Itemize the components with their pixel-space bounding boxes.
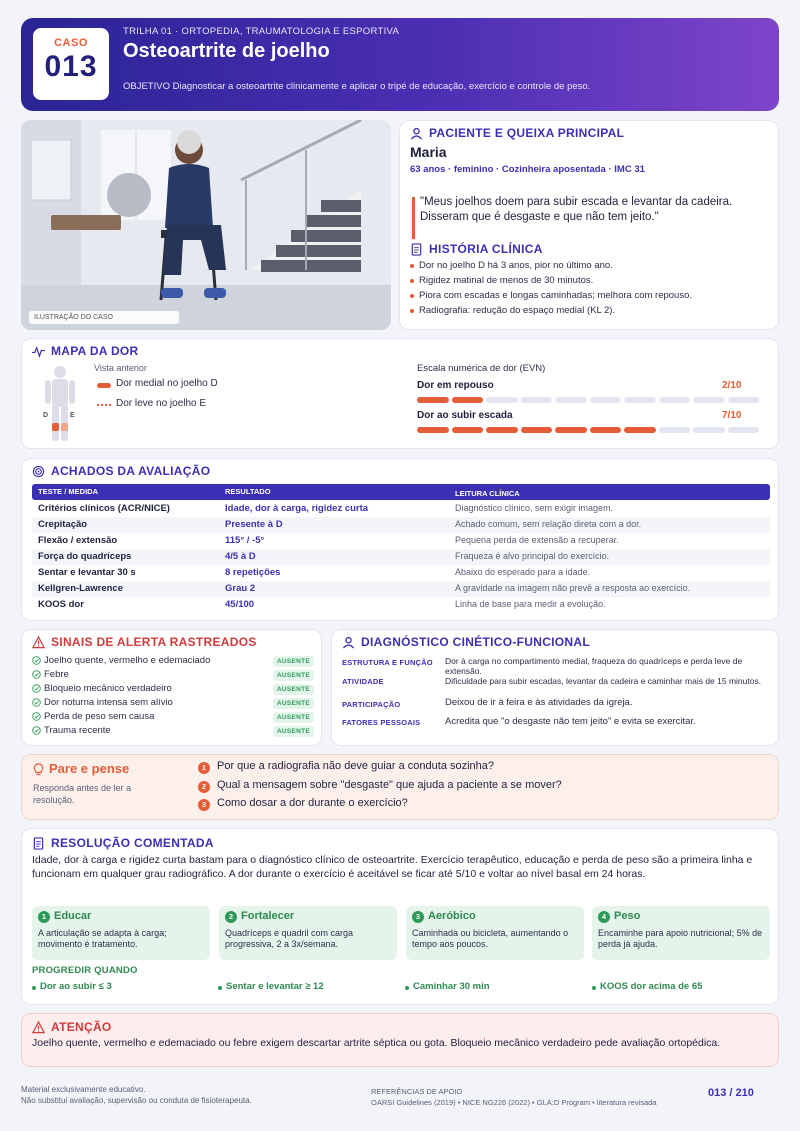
stairs-value: 7/10: [722, 410, 742, 421]
icf-participation-text: Deixou de ir à feira e às atividades da igreja.: [445, 697, 633, 708]
attention-label: ATENÇÃO: [51, 1020, 112, 1034]
red-flag-label: Dor noturna intensa sem alívio: [44, 697, 173, 708]
red-flag-item: [32, 655, 314, 669]
icf-activity-text: Dificuldade para subir escadas, levantar da cadeira e caminhar mais de 15 minutos.: [445, 676, 762, 686]
patient-illustration: [21, 120, 391, 330]
pain-scale-segment: [693, 427, 725, 433]
progress-title: PROGREDIR QUANDO: [32, 965, 138, 976]
step-title: Aeróbico: [428, 910, 476, 922]
step-title: Fortalecer: [241, 910, 295, 922]
finding-reading: A gravidade na imagem não prevê a resposta ao exercício.: [455, 583, 691, 593]
case-header: [21, 18, 779, 111]
pain-scale-segment: [486, 397, 518, 403]
legend-mild-label: Dor leve no joelho E: [116, 398, 207, 409]
history-item: Rigidez matinal de menos de 30 minutos.: [410, 273, 770, 288]
status-badge: AUSENTE: [273, 656, 314, 667]
progress-criterion: Dor ao subir ≤ 3: [32, 981, 112, 992]
step-number: 2: [225, 911, 237, 923]
document-icon: [32, 837, 45, 850]
patient-card: [399, 120, 779, 330]
red-flag-label: Trauma recente: [44, 725, 111, 736]
step-number: 3: [412, 911, 424, 923]
check-circle-icon: [32, 698, 41, 707]
icf-personal-label: FATORES PESSOAIS: [342, 718, 421, 727]
step-text: Quadríceps e quadril com carga progressiva, 2 a 3x/semana.: [225, 928, 354, 949]
trail-label: TRILHA 01 · ORTOPEDIA, TRAUMATOLOGIA E ESPORTIVA: [123, 26, 400, 37]
check-circle-icon: [32, 684, 41, 693]
pain-scale-segment: [728, 397, 760, 403]
rest-pain-bar: [417, 397, 759, 403]
disclaimer-line: Material exclusivamente educativo.: [21, 1085, 146, 1094]
pain-scale-segment: [693, 397, 725, 403]
body-figure-icon: [42, 365, 78, 445]
finding-test: Sentar e levantar 30 s: [38, 567, 136, 578]
finding-result: Grau 2: [225, 583, 256, 594]
stairs-label: Dor ao subir escada: [417, 410, 513, 421]
table-row: [32, 597, 770, 613]
patient-name: Maria: [410, 144, 447, 160]
think-subtitle: Responda antes de ler a resolução.: [33, 783, 132, 805]
view-label: Vista anterior: [94, 363, 147, 373]
objective-text: OBJETIVO Diagnosticar a osteoartrite clinicamente e aplicar o tripé de educação, exercício e controle de peso.: [123, 81, 591, 92]
red-flag-label: Joelho quente, vermelho e edemaciado: [44, 655, 211, 666]
document-icon: [410, 243, 423, 256]
page-title: Osteoartrite de joelho: [123, 40, 330, 62]
question-number: 3: [198, 799, 210, 811]
pain-scale-segment: [590, 397, 622, 403]
red-flag-item: [32, 725, 314, 739]
table-row: [32, 565, 770, 581]
history-item: Piora com escadas e longas caminhadas; melhora com repouso.: [410, 288, 770, 303]
rest-value: 2/10: [722, 380, 742, 391]
resolution-text: Idade, dor à carga e rigidez curta bastam para o diagnóstico clínico de osteoartrite. Exercício terapêutico, educação e perda de peso são a primeira linha e funcionam em qualquer grau radiográfico. A dor durante o exercício é aceitável se ficar até 5/10 e voltar ao nível basal em 24 horas.: [32, 854, 753, 880]
pain-scale-segment: [624, 397, 656, 403]
pain-scale-segment: [555, 427, 587, 433]
col-reading: LEITURA CLÍNICA: [455, 489, 520, 498]
table-row: [32, 517, 770, 533]
history-title: HISTÓRIA CLÍNICA: [429, 242, 543, 256]
user-icon: [342, 636, 355, 649]
attention-card: [21, 1013, 779, 1067]
step-text: Encaminhe para apoio nutricional; 5% de perda já ajuda.: [598, 928, 763, 949]
attention-title: [32, 1020, 112, 1034]
question-1: Por que a radiografia não deve guiar a conduta sozinha?: [217, 760, 495, 772]
finding-test: KOOS dor: [38, 599, 84, 610]
pain-scale-segment: [417, 427, 449, 433]
pain-scale-segment: [452, 397, 484, 403]
case-number: 013: [44, 50, 98, 83]
red-flag-label: Bloqueio mecânico verdadeiro: [44, 683, 172, 694]
finding-test: Flexão / extensão: [38, 535, 118, 546]
finding-test: Força do quadríceps: [38, 551, 132, 562]
user-icon: [410, 127, 423, 140]
body-right-label: D: [43, 412, 49, 419]
red-flag-item: [32, 711, 314, 725]
findings-label: ACHADOS DA AVALIAÇÃO: [51, 464, 211, 478]
disclaimer-line: Não substitui avaliação, supervisão ou conduta de fisioterapeuta.: [21, 1096, 252, 1105]
treatment-step: [32, 906, 210, 960]
patient-section-label: PACIENTE E QUEIXA PRINCIPAL: [429, 126, 625, 140]
icf-structure-label: ESTRUTURA E FUNÇÃO: [342, 658, 433, 667]
history-list: [410, 258, 770, 318]
legend-solid-swatch: [97, 383, 111, 388]
rest-label: Dor em repouso: [417, 380, 494, 391]
col-test: TESTE / MEDIDA: [38, 487, 99, 496]
findings-title: [32, 464, 210, 478]
status-badge: AUSENTE: [273, 684, 314, 695]
finding-test: Critérios clínicos (ACR/NICE): [38, 503, 170, 514]
table-row: [32, 533, 770, 549]
step-title: Educar: [54, 910, 92, 922]
finding-reading: Diagnóstico clínico, sem exigir imagem.: [455, 503, 614, 513]
case-number-box: [33, 28, 109, 100]
check-circle-icon: [32, 712, 41, 721]
patient-section-title: [410, 126, 624, 140]
red-flag-label: Febre: [44, 669, 69, 680]
illustration-caption: ILUSTRAÇÃO DO CASO: [29, 311, 179, 324]
finding-reading: Fraqueza é alvo principal do exercício.: [455, 551, 610, 561]
history-item: Radiografia: redução do espaço medial (KL 2).: [410, 303, 770, 318]
warning-icon: [32, 1021, 45, 1034]
finding-result: Presente à D: [225, 519, 283, 530]
pulse-icon: [32, 345, 45, 358]
history-item: Dor no joelho D há 3 anos, pior no último ano.: [410, 258, 770, 273]
finding-result: 4/5 à D: [225, 551, 256, 562]
red-flag-item: [32, 683, 314, 697]
red-flag-item: [32, 669, 314, 683]
diagnosis-title: [342, 635, 590, 649]
warning-icon: [32, 636, 45, 649]
quote-bar: [412, 197, 415, 239]
progress-criterion: Caminhar 30 min: [405, 981, 490, 992]
pain-map-card: [21, 338, 779, 449]
check-circle-icon: [32, 656, 41, 665]
treatment-step: [219, 906, 397, 960]
red-flags-label: SINAIS DE ALERTA RASTREADOS: [51, 635, 257, 649]
pain-scale-segment: [486, 427, 518, 433]
pain-scale-segment: [659, 397, 691, 403]
think-title: Pare e pense: [49, 761, 130, 776]
case-illustration: [21, 120, 391, 330]
history-section-title: [410, 242, 543, 256]
icf-participation-label: PARTICIPAÇÃO: [342, 700, 401, 709]
finding-test: Kellgren-Lawrence: [38, 583, 123, 594]
question-number: 2: [198, 781, 210, 793]
treatment-step: [406, 906, 584, 960]
progress-criterion: KOOS dor acima de 65: [592, 981, 702, 992]
pain-scale-segment: [728, 427, 760, 433]
finding-reading: Abaixo do esperado para a idade.: [455, 567, 591, 577]
findings-table-header: [32, 484, 770, 500]
status-badge: AUSENTE: [273, 670, 314, 681]
resolution-title: [32, 836, 214, 850]
patient-quote: "Meus joelhos doem para subir escada e levantar da cadeira. Disseram que é desgaste e que não tem jeito.": [420, 196, 733, 223]
stairs-pain-bar: [417, 427, 759, 433]
status-badge: AUSENTE: [273, 712, 314, 723]
scale-title: Escala numérica de dor (EVN): [417, 363, 546, 374]
pain-scale-segment: [555, 397, 587, 403]
attention-text: Joelho quente, vermelho e edemaciado ou febre exigem descartar artrite séptica ou gota. Bloqueio mecânico verdadeiro pede avaliação ortopédica.: [32, 1037, 721, 1049]
question-2: Qual a mensagem sobre "desgaste" que ajuda a paciente a se mover?: [217, 779, 562, 791]
footer-references: [371, 1086, 657, 1108]
step-text: A articulação se adapta à carga; movimento é tratamento.: [38, 928, 167, 949]
finding-result: 8 repetições: [225, 567, 281, 578]
patient-details: 63 anos · feminino · Cozinheira aposentada · IMC 31: [410, 164, 645, 175]
footer-disclaimer: [21, 1084, 252, 1106]
references-title: REFERÊNCIAS DE APOIO: [371, 1087, 463, 1096]
table-row: [32, 581, 770, 597]
red-flags-title: [32, 635, 257, 649]
think-card: [21, 754, 779, 820]
question-number: 1: [198, 762, 210, 774]
lightbulb-icon: [33, 763, 44, 776]
pain-map-title: [32, 344, 139, 358]
resolution-label: RESOLUÇÃO COMENTADA: [51, 836, 214, 850]
pain-scale-segment: [452, 427, 484, 433]
references-text: OARSI Guidelines (2019) • NICE NG226 (2022) • GLA:D Program • literatura revisada: [371, 1098, 657, 1107]
diagnosis-label: DIAGNÓSTICO CINÉTICO-FUNCIONAL: [361, 635, 590, 649]
table-row: [32, 501, 770, 517]
question-3: Como dosar a dor durante o exercício?: [217, 797, 408, 809]
pain-scale-segment: [624, 427, 656, 433]
finding-reading: Achado comum, sem relação direta com a dor.: [455, 519, 642, 529]
findings-card: [21, 458, 779, 621]
target-icon: [32, 465, 45, 478]
pain-map-label: MAPA DA DOR: [51, 344, 139, 358]
pain-scale-segment: [417, 397, 449, 403]
red-flags-card: [21, 629, 322, 746]
finding-test: Crepitação: [38, 519, 88, 530]
step-number: 1: [38, 911, 50, 923]
finding-result: 115° / -5°: [225, 535, 265, 546]
legend-medial-label: Dor medial no joelho D: [116, 378, 218, 389]
col-result: RESULTADO: [225, 487, 271, 496]
diagnosis-card: [331, 629, 779, 746]
step-number: 4: [598, 911, 610, 923]
pain-scale-segment: [590, 427, 622, 433]
legend-dotted-swatch: [97, 404, 111, 406]
status-badge: AUSENTE: [273, 726, 314, 737]
pain-scale-segment: [521, 397, 553, 403]
check-circle-icon: [32, 670, 41, 679]
finding-result: 45/100: [225, 599, 255, 610]
step-text: Caminhada ou bicicleta, aumentando o tempo aos poucos.: [412, 928, 569, 949]
treatment-step: [592, 906, 770, 960]
case-label: CASO: [54, 37, 88, 49]
finding-result: Idade, dor à carga, rigidez curta: [225, 503, 369, 514]
progress-criterion: Sentar e levantar ≥ 12: [218, 981, 324, 992]
icf-structure-text: Dor à carga no compartimento medial, fraqueza do quadríceps e perda leve de extensão.: [445, 656, 743, 676]
icf-activity-label: ATIVIDADE: [342, 677, 384, 686]
red-flag-label: Perda de peso sem causa: [44, 711, 155, 722]
table-row: [32, 549, 770, 565]
step-title: Peso: [614, 910, 641, 922]
icf-personal-text: Acredita que "o desgaste não tem jeito" e evita se exercitar.: [445, 716, 696, 727]
pain-scale-segment: [659, 427, 691, 433]
check-circle-icon: [32, 726, 41, 735]
resolution-card: [21, 828, 779, 1005]
finding-reading: Pequena perda de extensão a recuperar.: [455, 535, 619, 545]
status-badge: AUSENTE: [273, 698, 314, 709]
red-flag-item: [32, 697, 314, 711]
finding-reading: Linha de base para medir a evolução.: [455, 599, 606, 609]
page-number: 013 / 210: [708, 1087, 754, 1099]
pain-scale-segment: [521, 427, 553, 433]
body-left-label: E: [70, 412, 75, 419]
